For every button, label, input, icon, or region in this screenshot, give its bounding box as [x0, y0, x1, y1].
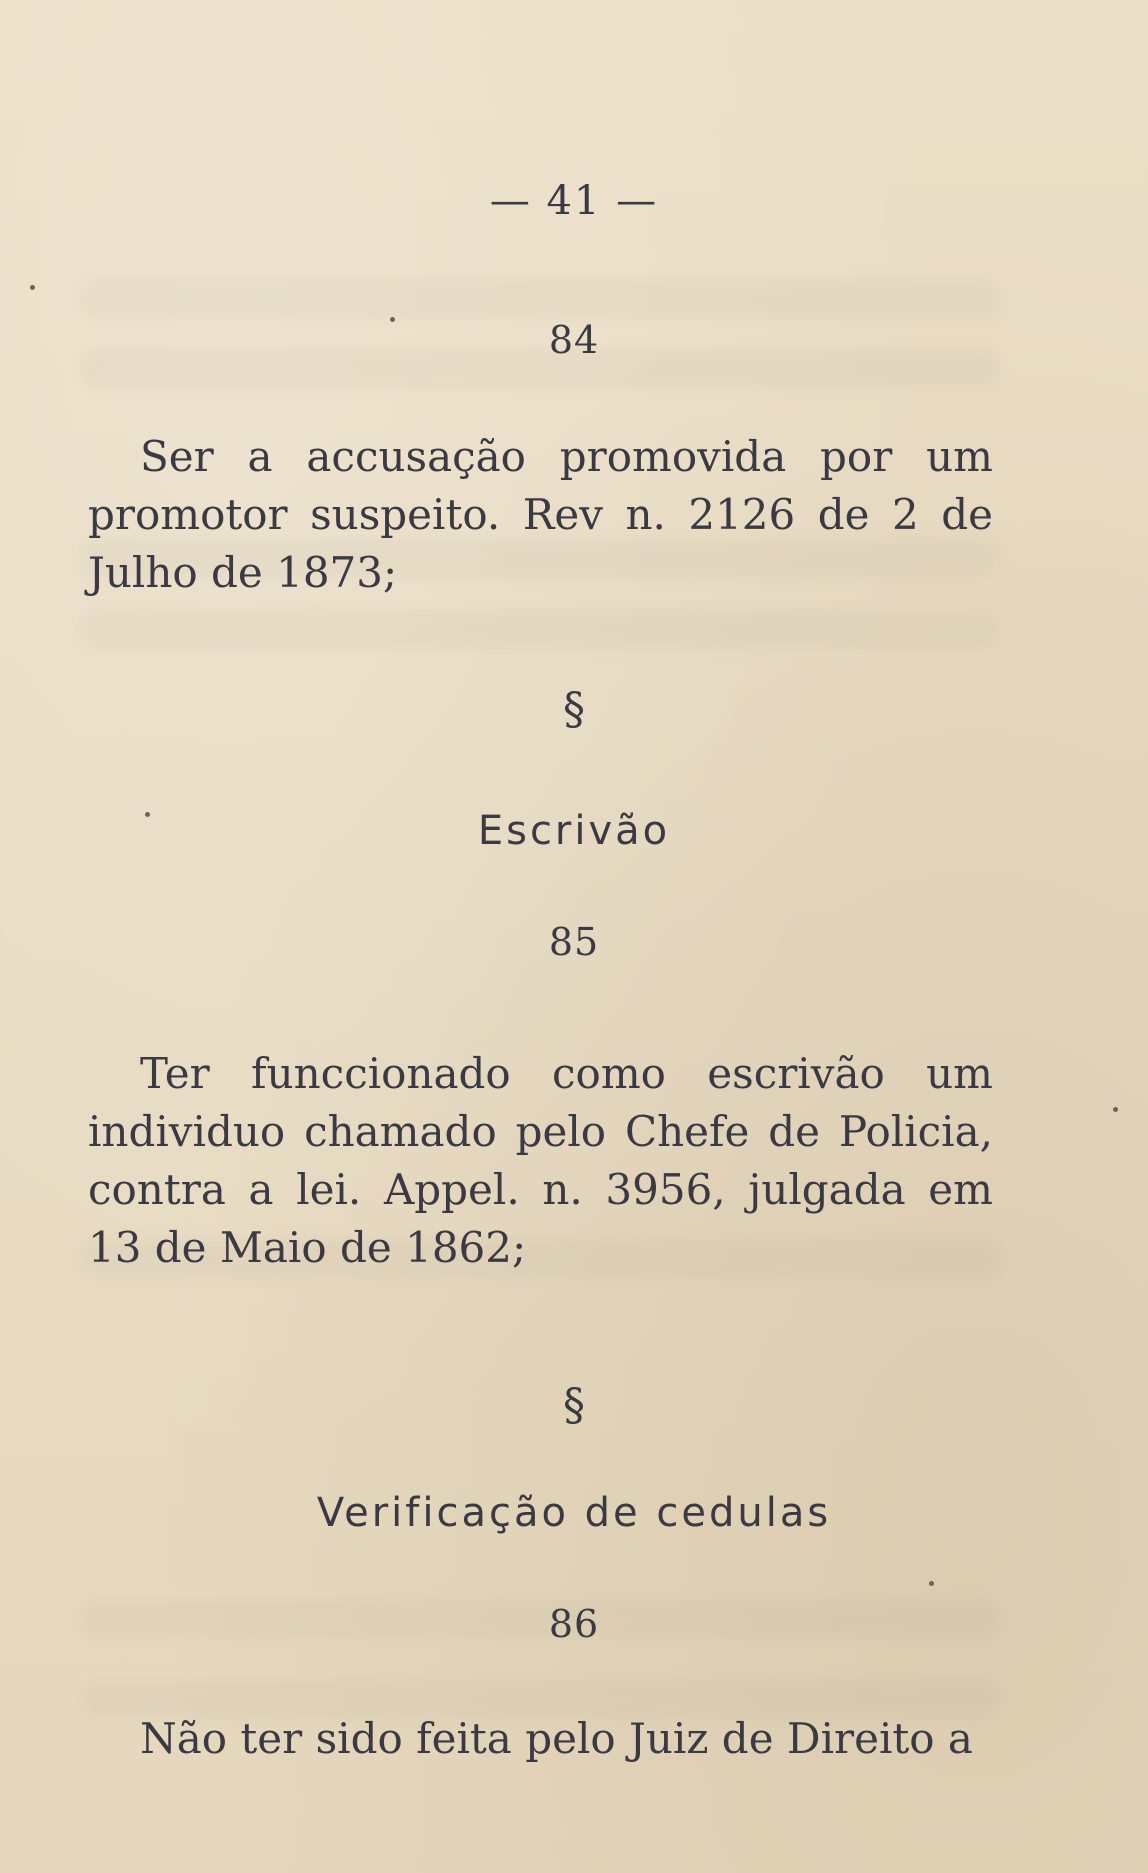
section-heading: Verificação de cedulas	[316, 1490, 832, 1536]
item-paragraph	[88, 1045, 993, 1277]
bleed-through-shadow	[80, 610, 1000, 648]
page-number: — 41 —	[489, 178, 659, 224]
item-paragraph	[88, 1710, 993, 1768]
paper-speck	[929, 1581, 934, 1586]
item-number: 84	[548, 318, 600, 362]
paragraph-text: Ter funccionado como escrivão um individuo chamado pelo Chefe de Policia, contra a lei. Appel. n. 3956, julgada em 13 de Maio de 1862;	[88, 1049, 993, 1272]
paper-speck	[30, 285, 35, 290]
paragraph-text: Não ter sido feita pelo Juiz de Direito a	[140, 1714, 973, 1763]
section-heading: Escrivão	[477, 808, 671, 854]
item-number: 86	[548, 1602, 600, 1646]
paragraph-text: Ser a accusação promovida por um promotor suspeito. Rev n. 2126 de 2 de Julho de 1873;	[88, 432, 993, 597]
paper-speck	[1113, 1107, 1118, 1112]
item-number: 85	[548, 920, 600, 964]
section-sign: §	[563, 684, 585, 735]
item-paragraph	[88, 428, 993, 602]
bleed-through-shadow	[80, 280, 1000, 318]
section-sign: §	[563, 1380, 585, 1431]
